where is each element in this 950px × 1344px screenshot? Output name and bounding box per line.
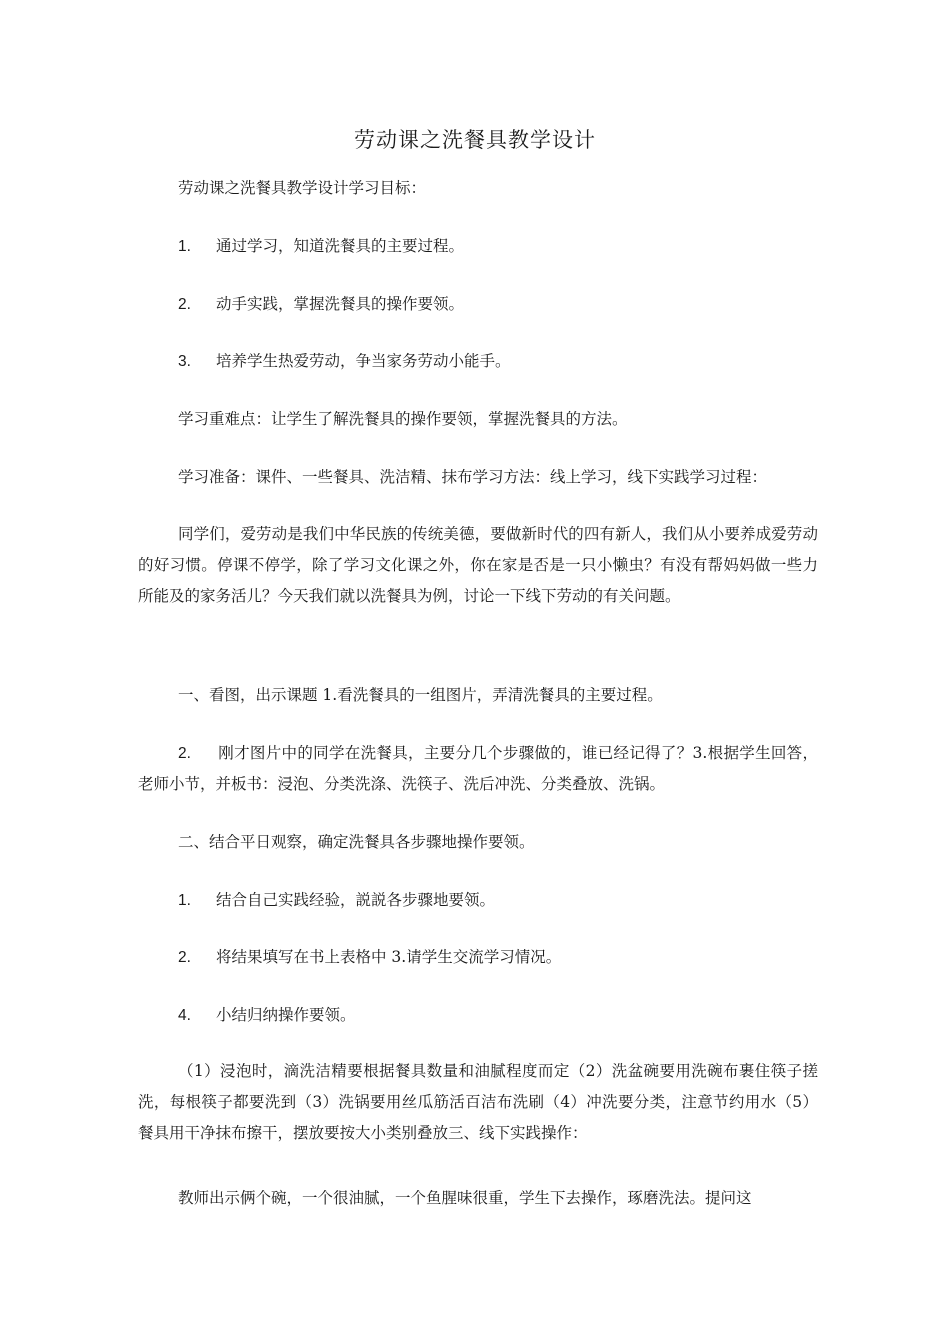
goal-number: 3. (178, 353, 191, 370)
opening-paragraph: 同学们，爱劳动是我们中华民族的传统美德，要做新时代的四有新人，我们从小要养成爱劳动的好习惯。停课不停学，除了学习文化课之外，你在家是否是一只小懒虫？有没有帮妈妈做一些力所能及的家务活儿？今天我们就以洗餐具为例，讨论一下线下劳动的有关问题。 (138, 525, 818, 605)
item-text: 结合自己实践经验，説説各步骤地要领。 (216, 891, 496, 909)
item-text: 刚才图片中的同学在洗餐具，主要分几个步骤做的，谁已经记得了？3.根据学生回答，老师小节，并板书：浸泡、分类洗涤、洗筷子、洗后冲洗、分类叠放、洗锅。 (138, 744, 818, 793)
last-paragraph: 教师出示俩个碗，一个很油腻，一个鱼腥味很重，学生下去操作，琢磨洗法。提问这 (178, 1189, 752, 1207)
item-number: 1. (178, 892, 191, 909)
item-number: 2. (178, 745, 191, 762)
goal-item-1 (138, 231, 818, 262)
key-points-paragraph: 学习重难点：让学生了解洗餐具的操作要领，掌握洗餐具的方法。 (178, 410, 628, 428)
preparation-paragraph: 学习准备：课件、一些餐具、洗洁精、抹布学习方法：线上学习，线下实践学习过程： (178, 468, 768, 486)
intro-paragraph: 劳动课之洗餐具教学设计学习目标： (178, 179, 427, 197)
section-2-item-2 (138, 942, 818, 973)
item-number: 2. (178, 949, 191, 966)
item-text: 将结果填写在书上表格中 3.请学生交流学习情况。 (216, 948, 562, 966)
goal-text: 培养学生热爱劳动，争当家务劳动小能手。 (216, 352, 511, 370)
goal-item-3 (138, 346, 818, 377)
summary-paragraph: （1）浸泡时，滴洗洁精要根据餐具数量和油腻程度而定（2）洗盆碗要用洗碗布裹住筷子搓洗，每根筷子都要洗到（3）洗锅要用丝瓜筋活百洁布洗刷（4）冲洗要分类，注意节约用水（5）餐具用干净抹布擦干，摆放要按大小类别叠放三、线下实践操作： (138, 1062, 818, 1142)
section-1-heading: 一、看图，出示课题 1.看洗餐具的一组图片，弄清洗餐具的主要过程。 (178, 686, 663, 704)
item-text: 小结归纳操作要领。 (216, 1006, 356, 1024)
item-number: 4. (178, 1007, 191, 1024)
section-2-item-1 (138, 885, 818, 916)
goal-number: 1. (178, 238, 191, 255)
document-title: 劳动课之洗餐具教学设计 (354, 128, 596, 152)
goal-text: 通过学习，知道洗餐具的主要过程。 (216, 237, 465, 255)
goal-text: 动手实践，掌握洗餐具的操作要领。 (216, 295, 465, 313)
goal-item-2 (138, 289, 818, 320)
goal-number: 2. (178, 296, 191, 313)
section-2-heading: 二、结合平日观察，确定洗餐具各步骤地操作要领。 (178, 833, 535, 851)
section-1-item-2 (138, 738, 818, 800)
section-2-item-4 (138, 1000, 818, 1031)
